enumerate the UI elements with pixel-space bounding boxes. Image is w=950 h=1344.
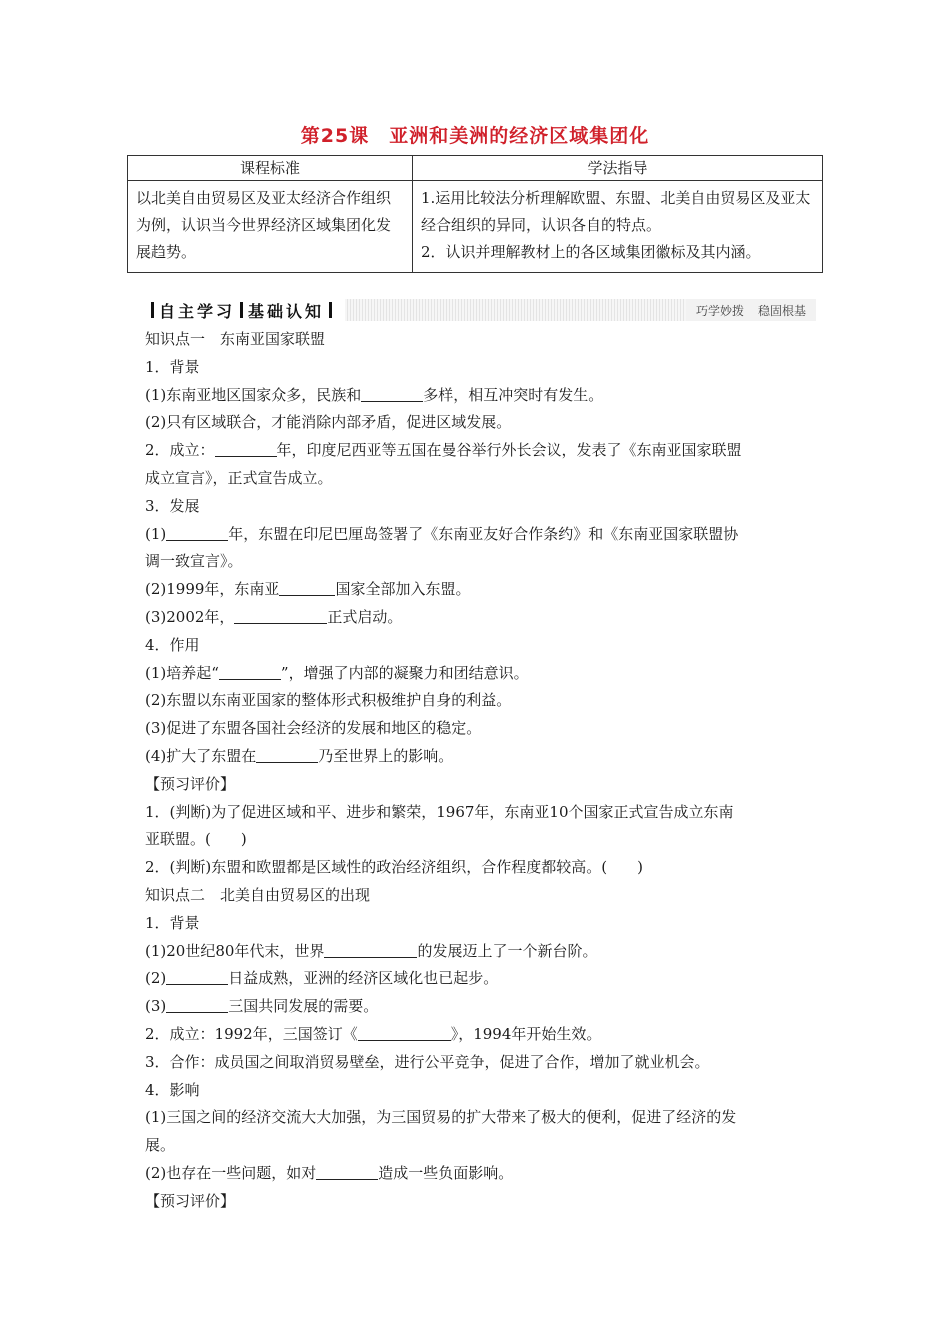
guide-cell [413, 181, 823, 273]
k1-role2: (2)东盟以东南亚国家的整体形式积极维护自身的利益。 [145, 691, 512, 710]
banner-bar [151, 302, 154, 318]
k1-role3: (3)促进了东盟各国社会经济的发展和地区的稳定。 [145, 719, 482, 738]
fill-blank[interactable] [316, 1163, 378, 1180]
k1-dev1-cont: 调一致宣言》。 [145, 552, 243, 571]
k2-est: 2．成立：1992年，三国签订《 》，1994年开始生效。 [145, 1024, 602, 1043]
k1-bg1: (1)东南亚地区国家众多，民族和 多样，相互冲突时有发生。 [145, 385, 604, 404]
banner-title [146, 299, 345, 321]
header-guide: 学法指导 [413, 156, 823, 181]
k1-q1-cont: 亚联盟。( ) [145, 830, 247, 849]
k1-role4: (4)扩大了东盟在 乃至世界上的影响。 [145, 746, 454, 765]
fill-blank[interactable] [324, 941, 417, 958]
banner-tag [686, 299, 816, 321]
banner-bar [240, 302, 243, 318]
k2-bg3: (3) 三国共同发展的需要。 [145, 997, 379, 1016]
k1-role1: (1)培养起“ ”，增强了内部的凝聚力和团结意识。 [145, 663, 529, 682]
k1-est: 2．成立： 年，印度尼西亚等五国在曼谷举行外长会议，发表了《东南亚国家联盟 [145, 441, 742, 460]
k2-imp1-cont: 展。 [145, 1136, 176, 1155]
fill-blank[interactable] [256, 746, 318, 763]
header-standard: 课程标准 [128, 156, 413, 181]
k2-bg1: (1)20世纪80年代末，世界 的发展迈上了一个新台阶。 [145, 941, 598, 960]
fill-blank[interactable] [166, 524, 228, 541]
fill-blank[interactable] [215, 440, 277, 457]
fill-blank[interactable] [361, 385, 423, 402]
k1-dev1: (1) 年，东盟在印尼巴厘岛签署了《东南亚友好合作条约》和《东南亚国家联盟协 [145, 524, 739, 543]
k1-eval: 【预习评价】 [145, 774, 236, 793]
k2-imp-title: 4．影响 [145, 1080, 200, 1099]
main-content [145, 326, 813, 1216]
k2-heading: 知识点二 北美自由贸易区的出现 [145, 885, 371, 904]
k1-est-cont: 成立宣言》，正式宣告成立。 [145, 468, 333, 487]
banner-bar [329, 302, 332, 318]
lesson-title: 第25课 亚洲和美洲的经济区域集团化 [300, 125, 650, 147]
k1-heading: 知识点一 东南亚国家联盟 [145, 330, 326, 348]
k2-bg2: (2) 日益成熟，亚洲的经济区域化也已起步。 [145, 969, 499, 988]
k1-role-title: 4．作用 [145, 635, 200, 654]
fill-blank[interactable] [358, 1024, 451, 1041]
fill-blank[interactable] [219, 663, 281, 680]
k1-dev2: (2)1999年，东南亚 国家全部加入东盟。 [145, 580, 471, 599]
k1-bg2: (2)只有区域联合，才能消除内部矛盾，促进区域发展。 [145, 413, 512, 432]
k2-bg-title: 1．背景 [145, 913, 200, 932]
standard-cell: 以北美自由贸易区及亚太经济合作组织为例，认识当今世界经济区域集团化发展趋势。 [128, 181, 413, 273]
banner-part1: 自主学习 [159, 301, 236, 321]
guide-item-2: 2．认识并理解教材上的各区域集团徽标及其内涵。 [421, 243, 761, 261]
fill-blank[interactable] [166, 968, 228, 985]
k1-q1: 1．(判断)为了促进区域和平、进步和繁荣，1967年，东南亚10个国家正式宣告成立东南 [145, 802, 734, 821]
k2-imp2: (2)也存在一些问题，如对 造成一些负面影响。 [145, 1163, 514, 1182]
banner-right2: 稳固根基 [757, 303, 806, 318]
banner-part2: 基础认知 [248, 301, 325, 321]
k2-imp1: (1)三国之间的经济交流大大加强，为三国贸易的扩大带来了极大的便利，促进了经济的发 [145, 1108, 737, 1127]
fill-blank[interactable] [166, 996, 228, 1013]
fill-blank[interactable] [234, 607, 327, 624]
fill-blank[interactable] [279, 579, 335, 596]
k2-coop: 3．合作：成员国之间取消贸易壁垒，进行公平竞争，促进了合作，增加了就业机会。 [145, 1052, 710, 1071]
k2-eval: 【预习评价】 [145, 1191, 236, 1210]
k1-q2: 2．(判断)东盟和欧盟都是区域性的政治经济组织，合作程度都较高。( ) [145, 858, 643, 877]
k1-dev3: (3)2002年， 正式启动。 [145, 607, 403, 626]
curriculum-table [127, 155, 823, 273]
banner-right1: 巧学妙拨 [695, 303, 744, 318]
section-banner [146, 299, 816, 321]
k1-dev-title: 3．发展 [145, 496, 200, 515]
guide-item-1: 1.运用比较法分析理解欧盟、东盟、北美自由贸易区及亚太经合组织的异同，认识各自的特点。 [421, 189, 811, 234]
k1-bg-title: 1．背景 [145, 357, 200, 376]
